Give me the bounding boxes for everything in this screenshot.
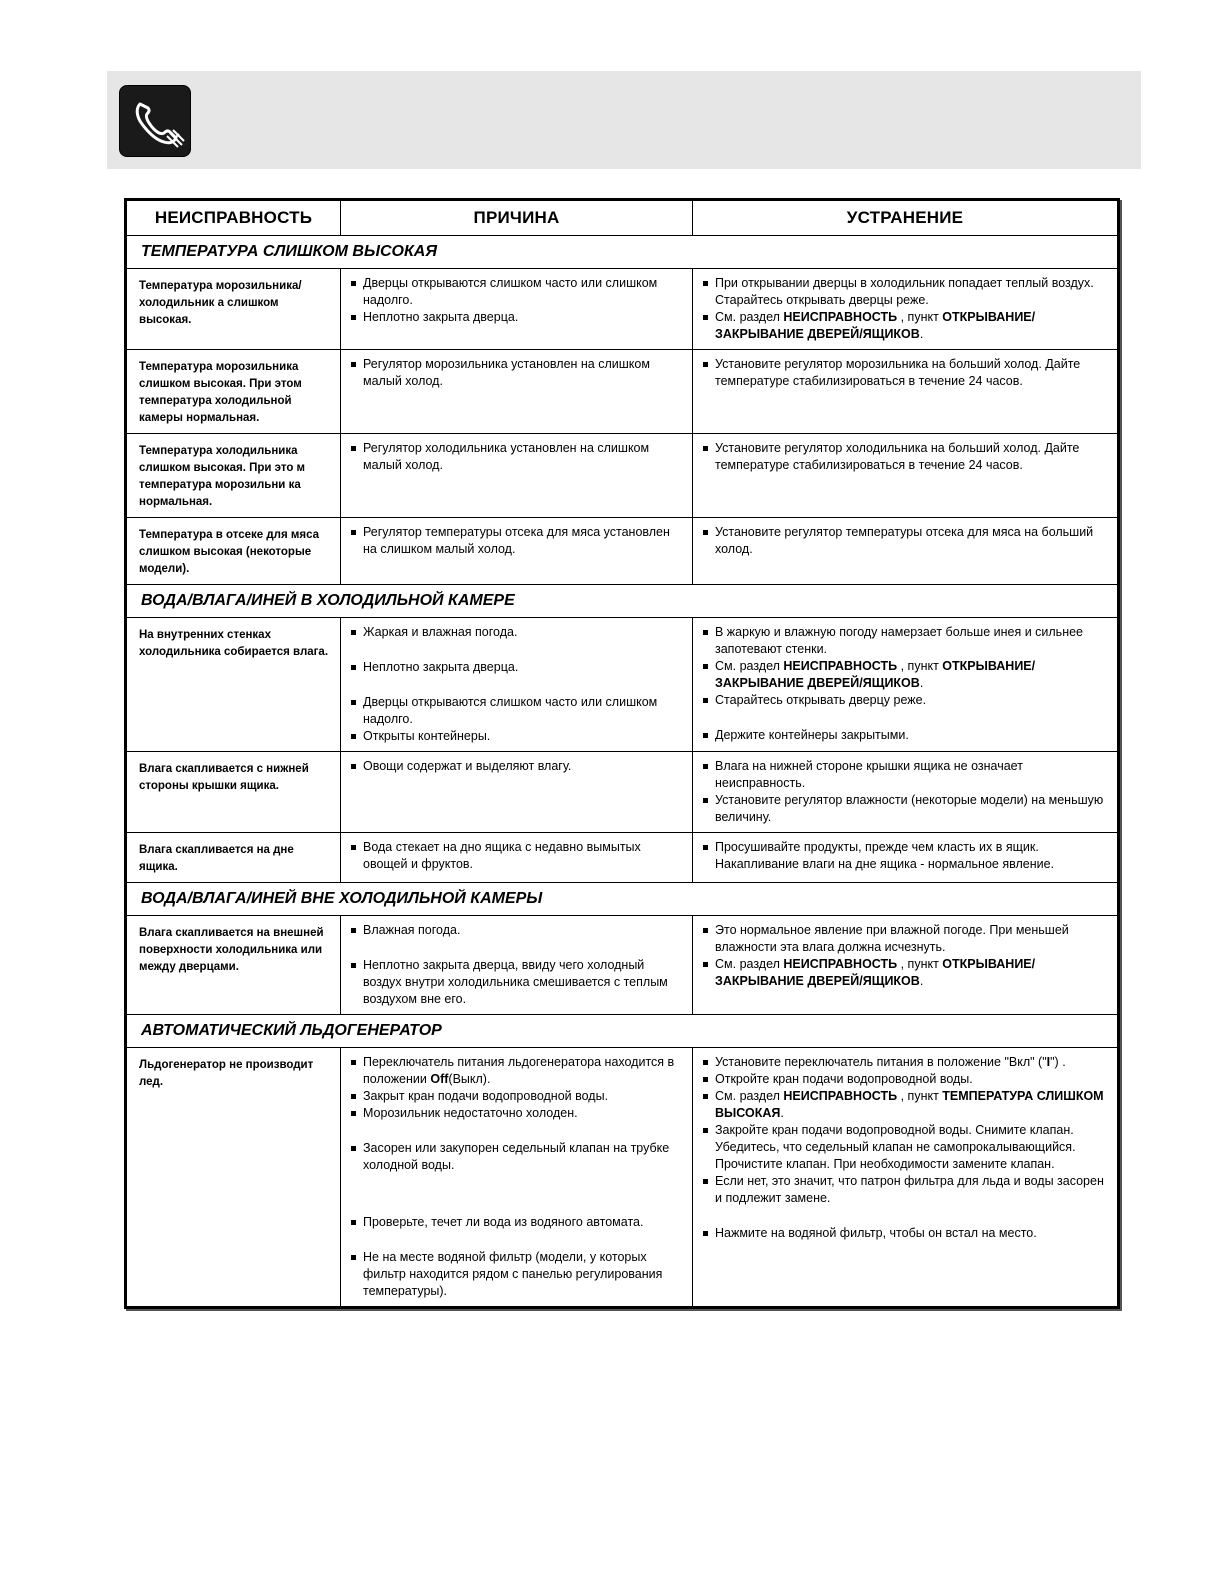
plain-text: , пункт [897,1089,943,1103]
list-item: Если нет, это значит, что патрон фильтра для льда и воды засорен и подлежит замене. [701,1173,1109,1207]
solution-list [701,839,1109,873]
cause-cell [341,434,693,518]
list-item: Засорен или закупорен седельный клапан на трубке холодной воды. [349,1140,684,1174]
solution-list [701,356,1109,390]
list-item: Дверцы открываются слишком часто или слишком надолго. [349,694,684,728]
list-item [701,1054,1109,1071]
list-item: Жаркая и влажная погода. [349,624,684,641]
section-row [127,1015,1118,1048]
emphasis-text: Off [430,1072,449,1086]
solution-list [701,624,1109,744]
list-item: Не на месте водяной фильтр (модели, у которых фильтр находится рядом с панелью регулирования температуры). [349,1249,684,1300]
plain-text: Установите переключатель питания в положение "Вкл" (" [715,1055,1047,1069]
list-item: Закройте кран подачи водопроводной воды. Снимите клапан. Убедитесь, что седельный клапан не самопрокалывающийся. Прочистите клапан. При необходимости замените клапан. [701,1122,1109,1173]
section-row [127,585,1118,618]
plain-text: , пункт [897,310,943,324]
cause-list [349,922,684,1008]
table-row [127,752,1118,833]
problem-cell: Температура морозильника слишком высокая. При этом температура холодильной камеры нормальная. [127,350,341,434]
problem-cell: Влага скапливается на внешней поверхности холодильника или между дверцами. [127,916,341,1015]
list-item: Овощи содержат и выделяют влагу. [349,758,684,775]
plain-text: Переключатель питания льдогенератора находится в положении [363,1055,675,1086]
problem-cell: Температура в отсеке для мяса слишком высокая (некоторые модели). [127,518,341,585]
list-item: Просушивайте продукты, прежде чем класть их в ящик. Накапливание влаги на дне ящика - нормальное явление. [701,839,1109,873]
list-item: Неплотно закрыта дверца, ввиду чего холодный воздух внутри холодильника смешивается с теплым воздухом вне его. [349,957,684,1008]
problem-cell: Влага скапливается на дне ящика. [127,833,341,883]
column-header-cause: ПРИЧИНА [341,201,693,236]
table-row [127,350,1118,434]
plain-text: ") . [1050,1055,1066,1069]
solution-cell [693,752,1118,833]
plain-text: , пункт [897,957,943,971]
table-row [127,1048,1118,1307]
solution-cell [693,916,1118,1015]
column-header-problem: НЕИСПРАВНОСТЬ [127,201,341,236]
section-row [127,883,1118,916]
list-item: Установите регулятор влажности (некоторые модели) на меньшую величину. [701,792,1109,826]
list-item [349,1054,684,1088]
list-item: Держите контейнеры закрытыми. [701,727,1109,744]
solution-cell [693,618,1118,752]
list-item [701,1088,1109,1122]
list-item: В жаркую и влажную погоду намерзает больше инея и сильнее запотевают стенки. [701,624,1109,658]
plain-text: См. раздел [715,1089,784,1103]
section-title: ВОДА/ВЛАГА/ИНЕЙ ВНЕ ХОЛОДИЛЬНОЙ КАМЕРЫ [127,883,1118,916]
cause-list [349,1054,684,1300]
section-title: АВТОМАТИЧЕСКИЙ ЛЬДОГЕНЕРАТОР [127,1015,1118,1048]
list-item: Установите регулятор холодильника на больший холод. Дайте температуре стабилизироваться в течение 24 часов. [701,440,1109,474]
solution-cell [693,1048,1118,1307]
table-row [127,269,1118,350]
solution-list [701,524,1109,558]
list-item: Вода стекает на дно ящика с недавно вымытых овощей и фруктов. [349,839,684,873]
column-header-solution: УСТРАНЕНИЕ [693,201,1118,236]
solution-list [701,922,1109,990]
list-item: Старайтесь открывать дверцу реже. [701,692,1109,709]
plain-text: См. раздел [715,659,784,673]
solution-cell [693,269,1118,350]
solution-cell [693,518,1118,585]
emphasis-text: ОТКРЫВАНИЕ/ ЗАКРЫВАНИЕ ДВЕРЕЙ/ЯЩИКОВ [715,659,1036,690]
list-item [701,658,1109,692]
list-item: Влага на нижней стороне крышки ящика не означает неисправность. [701,758,1109,792]
table-header-row [127,201,1118,236]
emphasis-text: НЕИСПРАВНОСТЬ [783,310,898,324]
problem-cell: Температура морозильника/холодильник а слишком высокая. [127,269,341,350]
list-item: Проверьте, течет ли вода из водяного автомата. [349,1214,684,1231]
list-item: Установите регулятор температуры отсека для мяса на больший холод. [701,524,1109,558]
emphasis-text: ОТКРЫВАНИЕ/ ЗАКРЫВАНИЕ ДВЕРЕЙ/ЯЩИКОВ [715,957,1036,988]
plain-text: См. раздел [715,310,784,324]
plain-text: . [919,676,924,690]
plain-text: См. раздел [715,957,784,971]
header-band [107,71,1141,169]
list-item: Регулятор морозильника установлен на слишком малый холод. [349,356,684,390]
cause-list [349,758,684,775]
problem-cell: Температура холодильника слишком высокая. При это м температура морозильни ка нормальная. [127,434,341,518]
cause-list [349,839,684,873]
cause-list [349,275,684,326]
section-title: ТЕМПЕРАТУРА СЛИШКОМ ВЫСОКАЯ [127,236,1118,269]
cause-cell [341,350,693,434]
solution-cell [693,434,1118,518]
list-item [701,309,1109,343]
list-item: Установите регулятор морозильника на больший холод. Дайте температуре стабилизироваться в течение 24 часов. [701,356,1109,390]
phone-handset-icon [119,85,191,157]
cause-list [349,356,684,390]
table-row [127,916,1118,1015]
emphasis-text: ТЕМПЕРАТУРА СЛИШКОМ ВЫСОКАЯ [715,1089,1104,1120]
emphasis-text: НЕИСПРАВНОСТЬ [783,659,898,673]
list-item: Это нормальное явление при влажной погоде. При меньшей влажности эта влага должна исчезнуть. [701,922,1109,956]
emphasis-text: НЕИСПРАВНОСТЬ [783,1089,898,1103]
emphasis-text: I [1046,1055,1051,1069]
solution-list [701,275,1109,343]
plain-text: . [919,327,924,341]
list-item [701,956,1109,990]
cause-cell [341,752,693,833]
list-item: Морозильник недостаточно холоден. [349,1105,684,1122]
plain-text: . [919,974,924,988]
cause-cell [341,618,693,752]
plain-text: . [780,1106,784,1120]
problem-cell: Льдогенератор не производит лед. [127,1048,341,1307]
cause-list [349,524,684,558]
table-row [127,518,1118,585]
list-item: Закрыт кран подачи водопроводной воды. [349,1088,684,1105]
cause-cell [341,1048,693,1307]
cause-cell [341,518,693,585]
list-item: Регулятор холодильника установлен на слишком малый холод. [349,440,684,474]
emphasis-text: НЕИСПРАВНОСТЬ [783,957,898,971]
list-item: Откройте кран подачи водопроводной воды. [701,1071,1109,1088]
plain-text: (Выкл). [448,1072,491,1086]
list-item: Неплотно закрыта дверца. [349,659,684,676]
solution-list [701,1054,1109,1242]
solution-cell [693,350,1118,434]
cause-list [349,440,684,474]
cause-cell [341,269,693,350]
cause-cell [341,916,693,1015]
table-row [127,618,1118,752]
list-item: Нажмите на водяной фильтр, чтобы он встал на место. [701,1225,1109,1242]
problem-cell: На внутренних стенках холодильника собирается влага. [127,618,341,752]
plain-text: , пункт [897,659,943,673]
solution-list [701,440,1109,474]
section-row [127,236,1118,269]
emphasis-text: ОТКРЫВАНИЕ/ ЗАКРЫВАНИЕ ДВЕРЕЙ/ЯЩИКОВ [715,310,1036,341]
list-item: При открывании дверцы в холодильник попадает теплый воздух. Старайтесь открывать дверцы реже. [701,275,1109,309]
table-row [127,833,1118,883]
section-title: ВОДА/ВЛАГА/ИНЕЙ В ХОЛОДИЛЬНОЙ КАМЕРЕ [127,585,1118,618]
cause-list [349,624,684,745]
list-item: Открыты контейнеры. [349,728,684,745]
list-item: Неплотно закрыта дверца. [349,309,684,326]
troubleshooting-table [124,198,1120,1309]
table-body [127,236,1118,1307]
solution-cell [693,833,1118,883]
cause-cell [341,833,693,883]
list-item: Регулятор температуры отсека для мяса установлен на слишком малый холод. [349,524,684,558]
list-item: Влажная погода. [349,922,684,939]
solution-list [701,758,1109,826]
problem-cell: Влага скапливается с нижней стороны крышки ящика. [127,752,341,833]
list-item: Дверцы открываются слишком часто или слишком надолго. [349,275,684,309]
table-row [127,434,1118,518]
